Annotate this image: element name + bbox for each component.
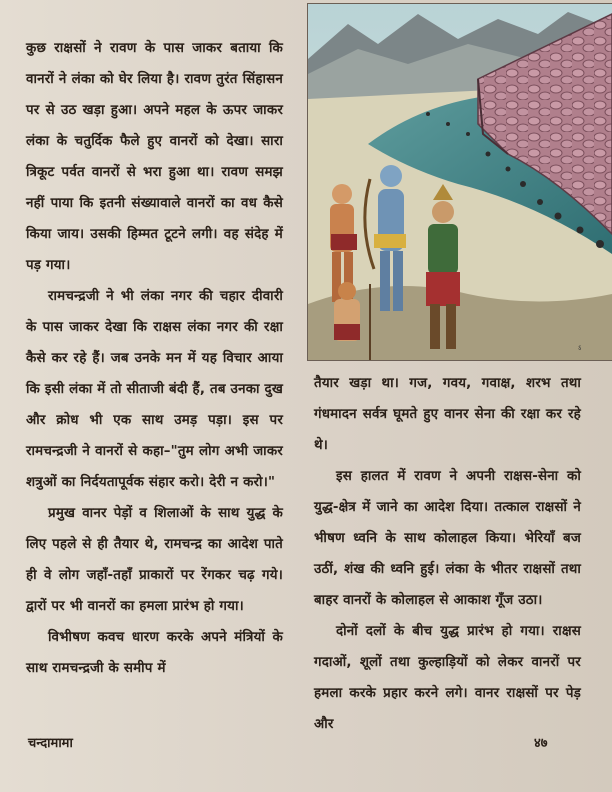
page-number: ४७ — [534, 736, 548, 751]
paragraph: प्रमुख वानर पेड़ों व शिलाओं के साथ युद्ध के लिए पहले से ही तैयार थे, रामचन्द्र का आदेश पाते ही वे लोग जहाँ-तहाँ प्राकारों पर रेंगकर चढ़ गये। द्वारों पर भी वानरों का हमला प्रारंभ हो गया। — [26, 506, 283, 614]
paragraph: कुछ राक्षसों ने रावण के पास जाकर बताया कि वानरों ने लंका को घेर लिया है। रावण तुरंत सिंहासन पर से उठ खड़ा हुआ। अपने महल के ऊपर जाकर लंका के चतुर्दिक फैले हुए वानरों को देखा। सारा त्रिकूट पर्वत वानरों से भरा हुआ था। रावण समझ नहीं पाया कि इतनी संख्यावाले वानरों का वध कैसे किया जाय। उसकी हिम्मत टूटने लगी। वह संदेह में पड़ गया। — [26, 41, 283, 273]
paragraph: तैयार खड़ा था। गज, गवय, गवाक्ष, शरभ तथा गंधमादन सर्वत्र घूमते हुए वानर सेना की रक्षा कर रहे थे। — [314, 376, 581, 453]
magazine-name: चन्दामामा — [28, 736, 73, 751]
right-text-column — [314, 368, 581, 740]
artist-signature: ऽ — [578, 344, 582, 352]
left-text-column — [26, 33, 283, 684]
illustration-rama-army-at-lanka — [307, 3, 612, 361]
paragraph: दोनों दलों के बीच युद्ध प्रारंभ हो गया। राक्षस गदाओं, शूलों तथा कुल्हाड़ियों को लेकर वानरों पर हमला करके प्रहार करने लगे। वानर राक्षसों पर पेड़ और — [314, 624, 581, 732]
paragraph: इस हालत में रावण ने अपनी राक्षस-सेना को युद्ध-क्षेत्र में जाने का आदेश दिया। तत्काल राक्षसों ने भीषण ध्वनि के साथ कोलाहल किया। भेरियाँ बज उठीं, शंख की ध्वनि हुई। लंका के भीतर राक्षसों तथा बाहर वानरों के कोलाहल से आकाश गूँज उठा। — [314, 469, 581, 608]
paragraph: रामचन्द्रजी ने भी लंका नगर की चहार दीवारी के पास जाकर देखा कि राक्षस लंका नगर की रक्षा कैसे कर रहे हैं। जब उनके मन में यह विचार आया कि इसी लंका में तो सीताजी बंदी हैं, तब उनका दुख और क्रोध भी एक साथ उमड़ पड़ा। इस पर रामचन्द्रजी ने वानरों से कहा–"तुम लोग अभी जाकर शत्रुओं का निर्दयतापूर्वक संहार करो। देरी न करो।" — [26, 289, 283, 490]
paragraph: विभीषण कवच धारण करके अपने मंत्रियों के साथ रामचन्द्रजी के समीप में — [26, 630, 283, 676]
